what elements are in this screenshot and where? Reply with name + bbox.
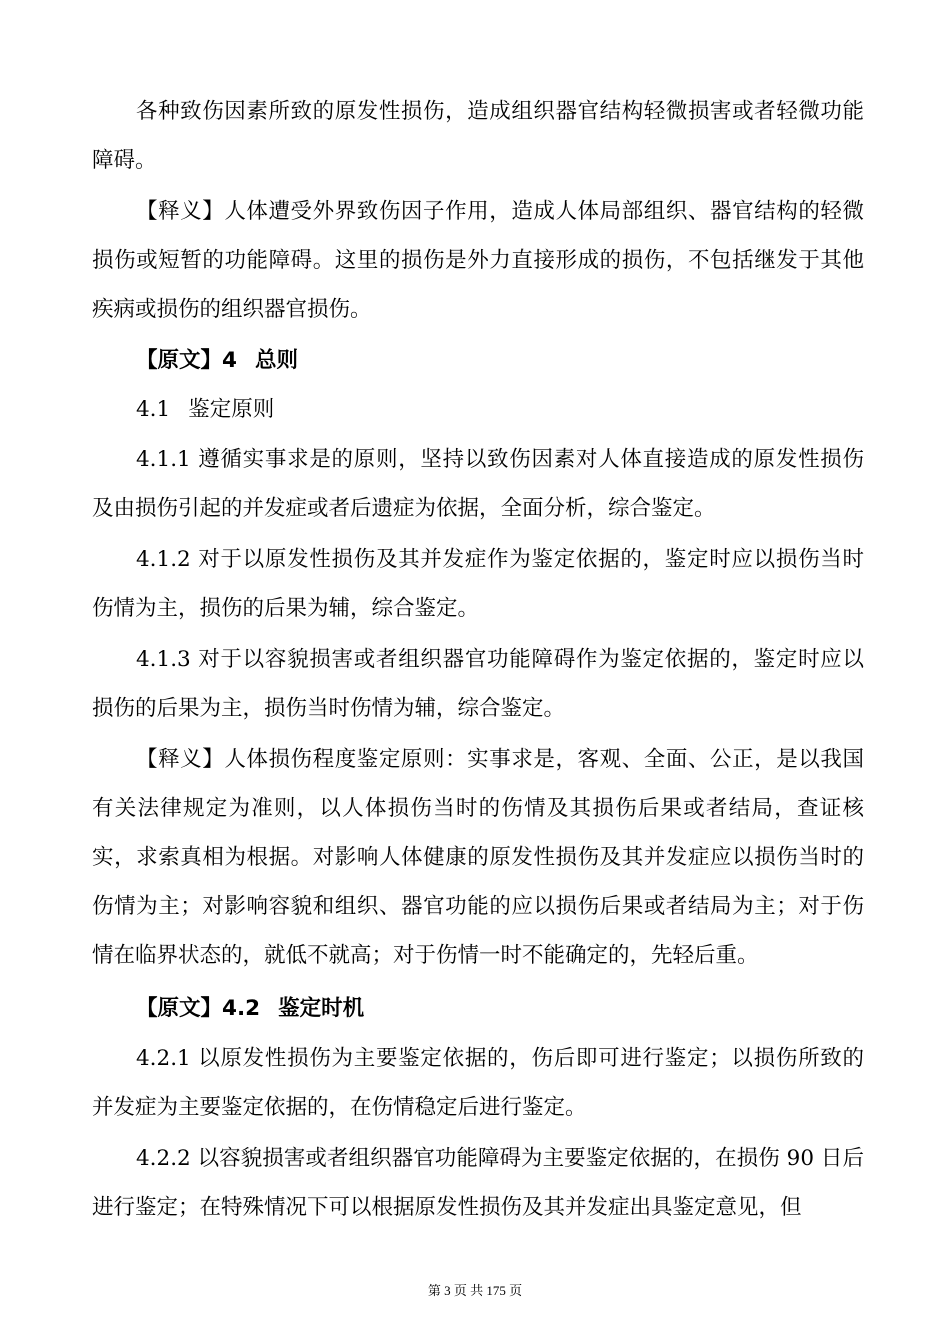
clause-4-1-3: [92, 635, 864, 733]
commentary-tag: 【释义】: [136, 199, 225, 224]
heading-number: 4.2: [222, 996, 261, 1021]
original-tag: 【原文】: [136, 348, 223, 373]
paragraph-text: 4.1.2 对于以原发性损伤及其并发症作为鉴定依据的，鉴定时应以损伤当时伤情为主，损伤的后果为辅，综合鉴定。: [92, 547, 864, 621]
paragraph-text: 4.1.1 遵循实事求是的原则，坚持以致伤因素对人体直接造成的原发性损伤及由损伤引起的并发症或者后遗症为依据，全面分析，综合鉴定。: [92, 447, 864, 521]
heading-number: 4: [222, 348, 237, 373]
paragraph-text: 4.2.1 以原发性损伤为主要鉴定依据的，伤后即可进行鉴定；以损伤所致的并发症为主要鉴定依据的，在伤情稳定后进行鉴定。: [92, 1046, 864, 1120]
paragraph-text: 各种致伤因素所致的原发性损伤，造成组织器官结构轻微损害或者轻微功能障碍。: [92, 99, 864, 173]
clause-4-2-1: [92, 1034, 864, 1132]
paragraph-commentary-2: [92, 735, 864, 980]
paragraph-definition: [92, 87, 864, 185]
section-title: 鉴定原则: [188, 397, 275, 422]
paragraph-text: 人体遭受外界致伤因子作用，造成人体局部组织、器官结构的轻微损伤或短暂的功能障碍。这里的损伤是外力直接形成的损伤，不包括继发于其他疾病或损伤的组织器官损伤。: [92, 199, 864, 322]
clause-4-2-2: [92, 1134, 864, 1232]
paragraph-text: 4.1.3 对于以容貌损害或者组织器官功能障碍作为鉴定依据的，鉴定时应以损伤的后果为主，损伤当时伤情为辅，综合鉴定。: [92, 647, 864, 721]
paragraph-text: 人体损伤程度鉴定原则：实事求是，客观、全面、公正，是以我国有关法律规定为准则，以人体损伤当时的伤情及其损伤后果或者结局，查证核实，求索真相为根据。对影响人体健康的原发性损伤及其并发症应以损伤当时的伤情为主；对影响容貌和组织、器官功能的应以损伤后果或者结局为主；对于伤情在临界状态的，就低不就高；对于伤情一时不能确定的，先轻后重。: [92, 747, 864, 968]
section-number: 4.1: [136, 397, 171, 422]
section-4-1-heading: [136, 385, 274, 434]
heading-title: 总则: [254, 348, 298, 373]
heading-general-principles: [136, 336, 298, 385]
heading-timing: [136, 984, 364, 1033]
clause-4-1-2: [92, 535, 864, 633]
commentary-tag: 【释义】: [136, 747, 225, 772]
paragraph-commentary-1: [92, 187, 864, 334]
heading-title: 鉴定时机: [278, 996, 365, 1021]
paragraph-text: 4.2.2 以容貌损害或者组织器官功能障碍为主要鉴定依据的，在损伤 90 日后进行鉴定；在特殊情况下可以根据原发性损伤及其并发症出具鉴定意见，但: [92, 1146, 864, 1220]
page-footer: 第 3 页 共 175 页: [427, 1283, 523, 1298]
original-tag: 【原文】: [136, 996, 223, 1021]
clause-4-1-1: [92, 435, 864, 533]
